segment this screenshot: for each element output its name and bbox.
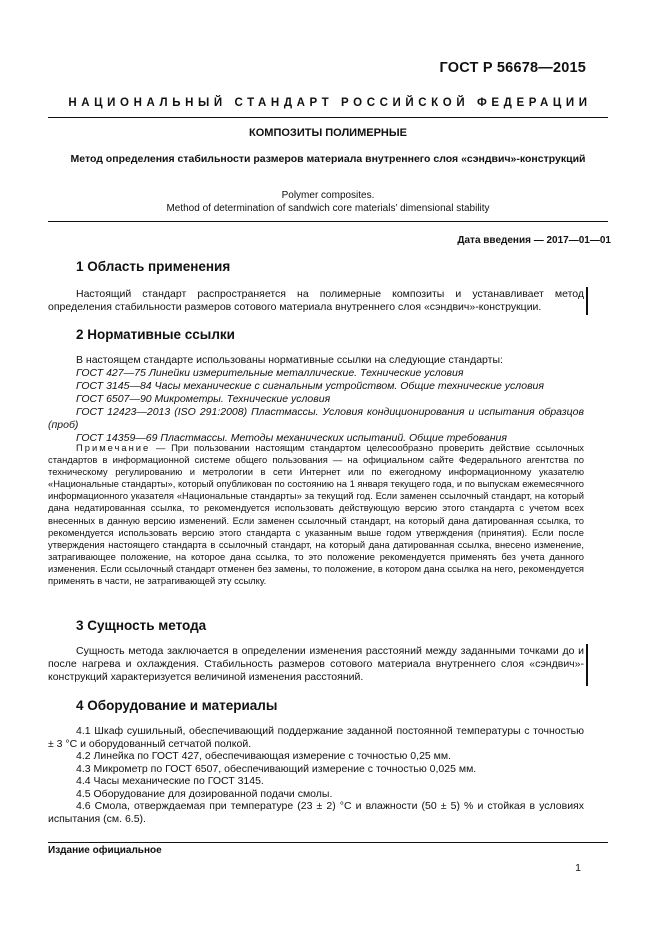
footer-rule — [48, 842, 608, 843]
note-label: Примечание — [76, 442, 151, 453]
section-1-paragraph: Настоящий стандарт распространяется на полимерные композиты и устанавливает метод определения стабильности размеров сотового материала внутреннего слоя «сэндвич»-конструкции. — [48, 288, 584, 313]
references-note — [48, 442, 584, 587]
section-3-text — [48, 645, 584, 684]
section-4-heading: 4 Оборудование и материалы — [76, 698, 278, 713]
equipment-item: 4.4 Часы механические по ГОСТ 3145. — [76, 775, 264, 787]
title-rule — [48, 221, 608, 222]
header-rule — [48, 117, 608, 118]
change-bar — [586, 644, 588, 686]
reference-item: ГОСТ 3145—84 Часы механические с сигнальным устройством. Общие технические условия — [76, 380, 544, 392]
english-title — [48, 189, 608, 215]
equipment-list — [48, 725, 584, 825]
equipment-item: 4.5 Оборудование для дозированной подачи смолы. — [76, 787, 333, 800]
note-text: — При пользовании настоящим стандартом целесообразно проверить действие ссылочных стандартов в информационной системе общего пользования — на официальном сайте Федерального агентства по техническому регулированию и метрологии в сети Интернет или по ежегодному информационному указателю «Национальные стандарты», который опубликован по состоянию на 1 января текущего года, и по выпускам ежемесячного информационного указателя «Национальные стандарты» за текущий год. Если заменен ссылочный стандарт, на который дана недатированная ссылка, то рекомендуется использовать действующую версию этого стандарта с учетом всех внесенных в данную версию изменений. Если заменен ссылочный стандарт, на который дана датированная ссылка, то рекомендуется использовать версию этого стандарта с указанным выше годом утверждения (принятия). Если после утверждения настоящего стандарта в ссылочный стандарт, на который дана датированная ссылка, внесено изменение, затрагивающее положение, на которое дана ссылка, то это положение рекомендуется применять без учета данного изменения. Если ссылочный стандарт отменен без замены, то положение, в котором дана ссылка на него, рекомендуется применять в части, не затрагивающей эту ссылку. — [48, 442, 584, 587]
official-edition-label: Издание официальное — [48, 845, 162, 856]
equipment-item: 4.3 Микрометр по ГОСТ 6507, обеспечивающий измерение с точностью 0,025 мм. — [76, 762, 477, 775]
introduction-date: Дата введения — 2017—01—01 — [457, 235, 611, 246]
section-1-heading: 1 Область применения — [76, 259, 231, 274]
national-standard-banner: НАЦИОНАЛЬНЫЙ СТАНДАРТ РОССИЙСКОЙ ФЕДЕРАЦИИ — [68, 97, 592, 109]
section-3-heading: 3 Сущность метода — [76, 618, 207, 633]
equipment-item: 4.2 Линейка по ГОСТ 427, обеспечивающая измерение с точностью 0,25 мм. — [76, 750, 452, 762]
section-3-paragraph: Сущность метода заключается в определении изменения расстояний между заданными точками до и после нагрева и охлаждения. Стабильность размеров сотового материала внутреннего слоя «сэндвич»-конструкций характеризуется величиной изменения расстояний. — [48, 645, 584, 683]
document-subtitle: Метод определения стабильности размеров материала внутреннего слоя «сэндвич»-конструкций — [70, 153, 586, 165]
document-title: КОМПОЗИТЫ ПОЛИМЕРНЫЕ — [249, 127, 407, 139]
normative-references — [48, 354, 584, 445]
reference-item: ГОСТ 427—75 Линейки измерительные металлические. Технические условия — [76, 367, 464, 379]
references-lead: В настоящем стандарте использованы нормативные ссылки на следующие стандарты: — [76, 354, 503, 366]
section-2-heading: 2 Нормативные ссылки — [76, 327, 235, 342]
standard-number: ГОСТ Р 56678—2015 — [439, 60, 586, 76]
equipment-item: 4.1 Шкаф сушильный, обеспечивающий поддержание заданной постоянной температуры с точностью ± 3 °С и оборудованный сетчатой полкой. — [48, 725, 584, 750]
reference-item: ГОСТ 14359—69 Пластмассы. Методы механических испытаний. Общие требования — [76, 432, 507, 444]
english-title-line-2: Method of determination of sandwich core materials’ dimensional stability — [166, 203, 490, 214]
reference-item: ГОСТ 6507—90 Микрометры. Технические условия — [76, 393, 331, 405]
page-number: 1 — [575, 862, 581, 874]
reference-item: ГОСТ 12423—2013 (ISO 291:2008) Пластмассы. Условия кондиционирования и испытания образцов (проб) — [48, 406, 584, 431]
equipment-item: 4.6 Смола, отверждаемая при температуре (23 ± 2) °С и влажности (50 ± 5) % и стойкая в условиях испытания (см. 6.5). — [48, 800, 584, 825]
change-bar — [586, 287, 588, 315]
english-title-line-1: Polymer composites. — [281, 190, 375, 201]
section-1-text — [48, 288, 584, 314]
